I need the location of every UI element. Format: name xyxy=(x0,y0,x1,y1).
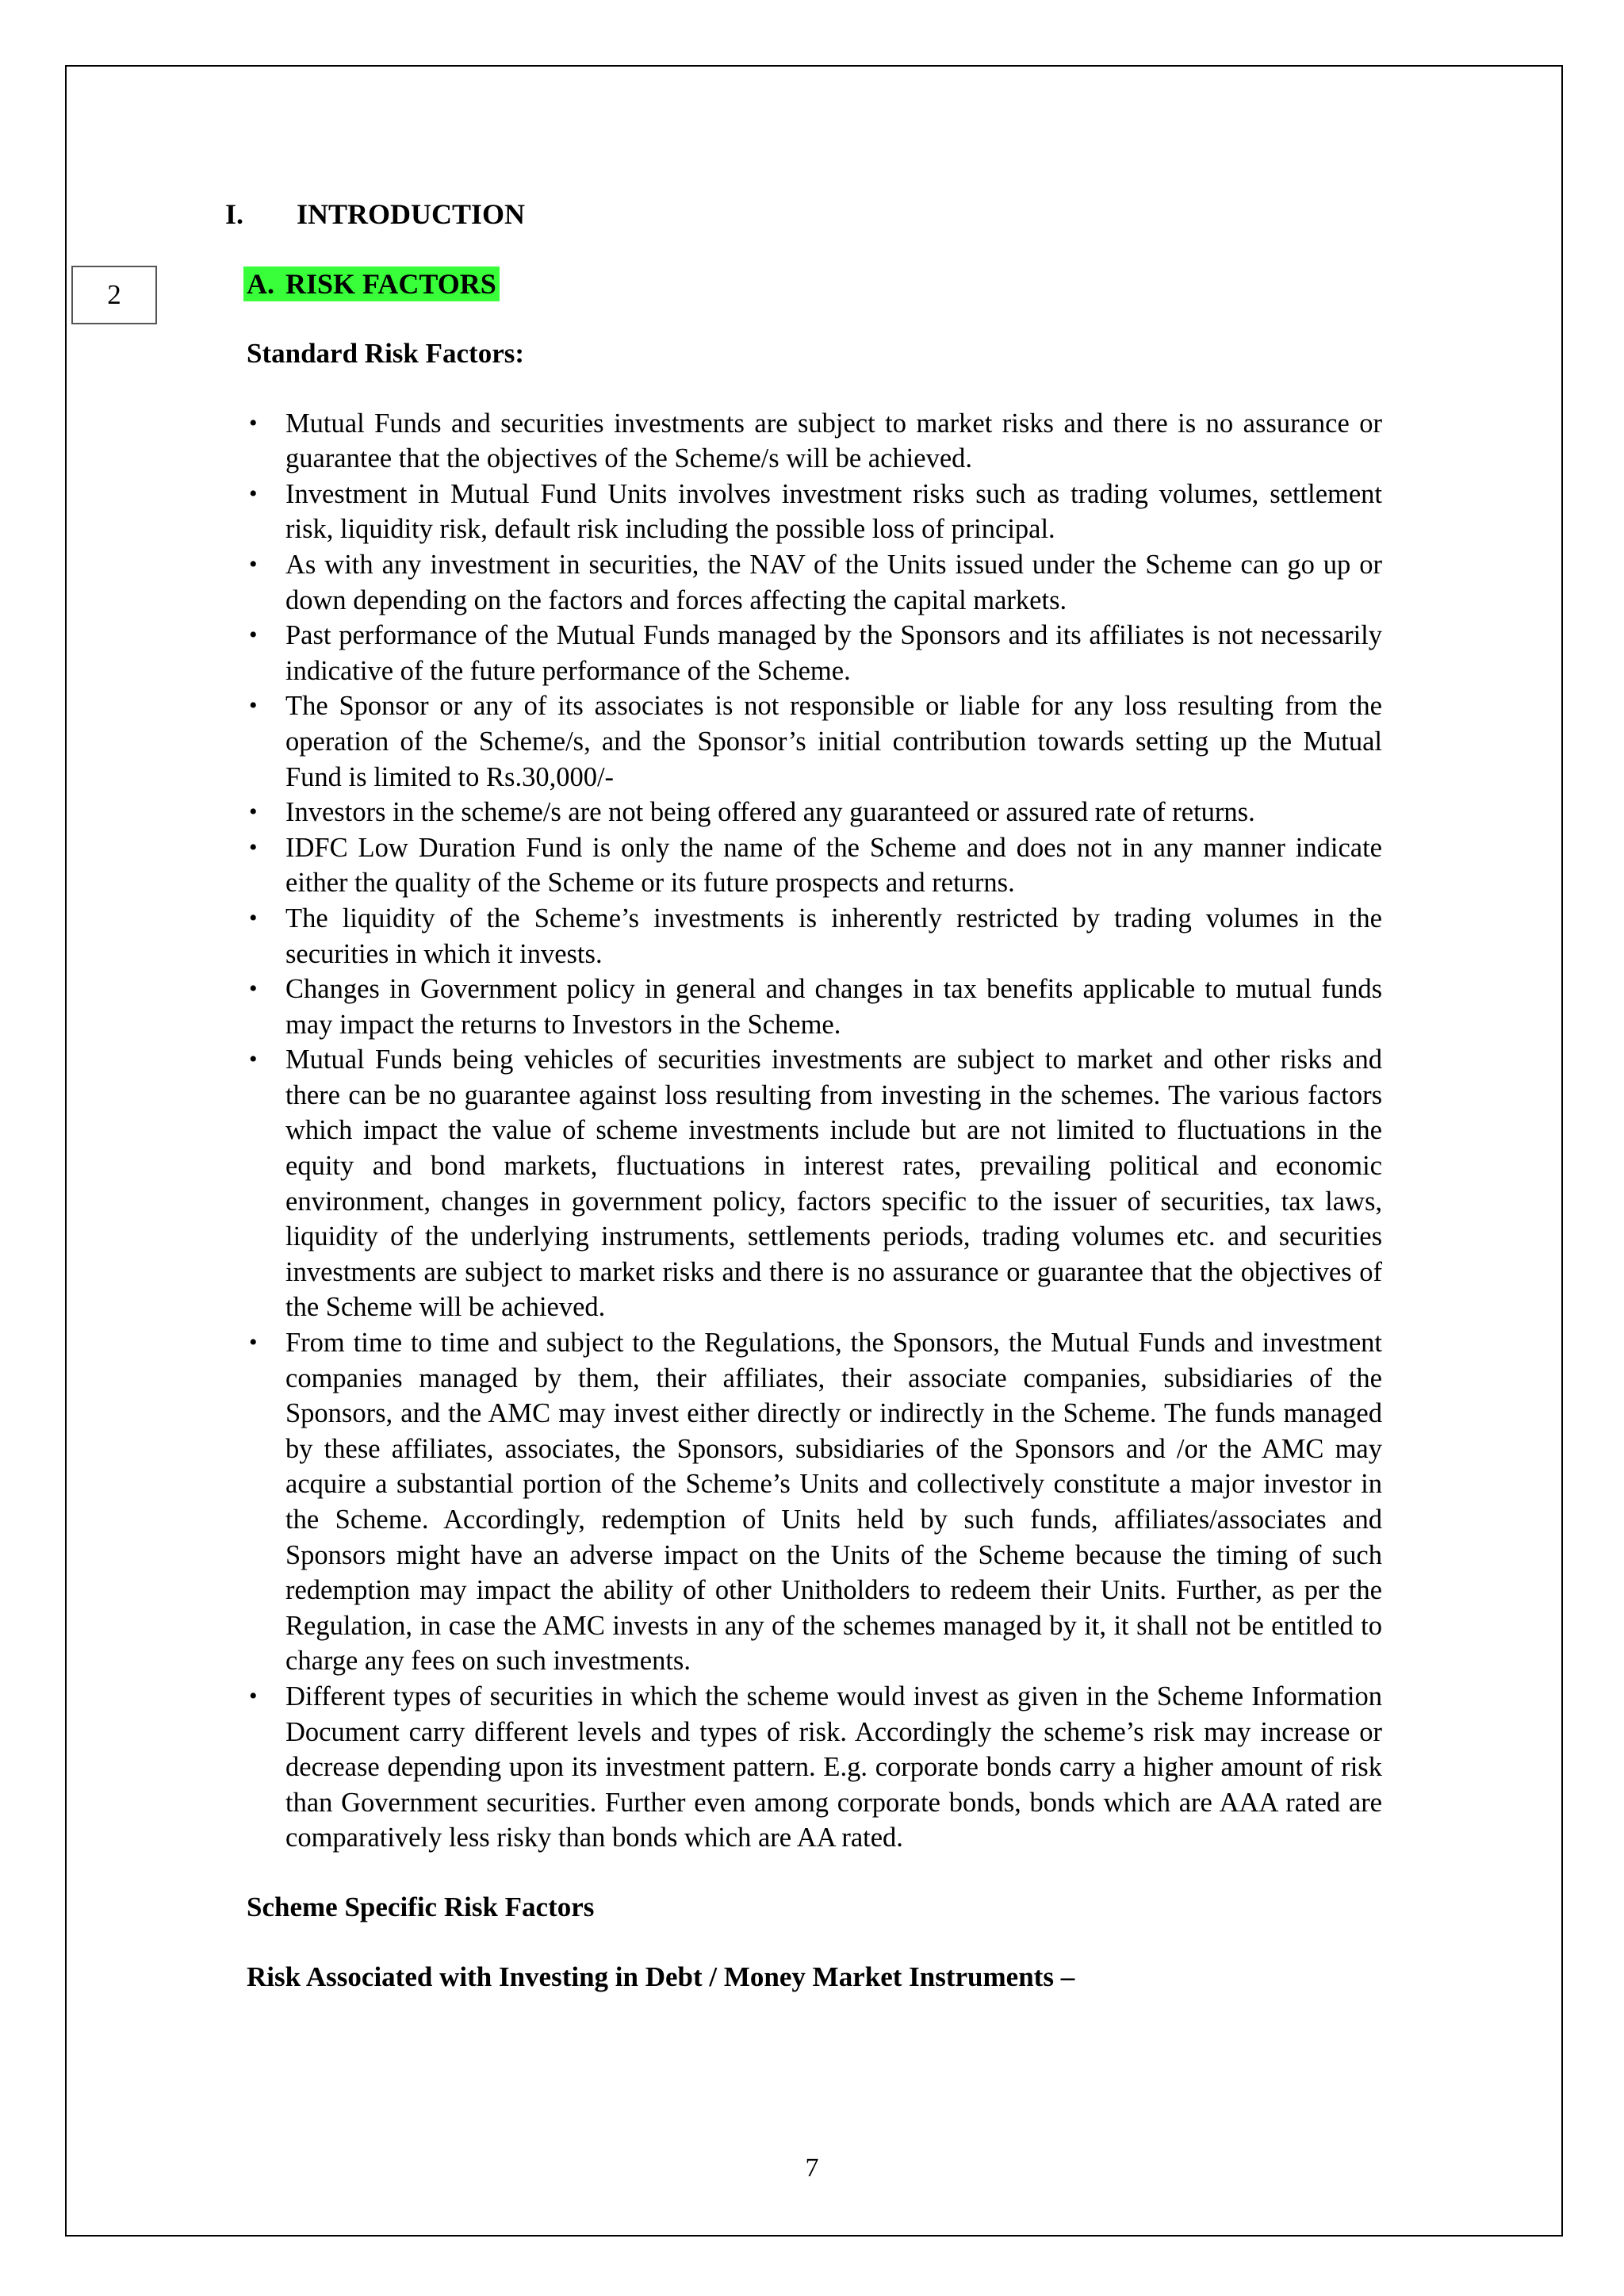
bullet-icon: • xyxy=(249,976,258,1002)
bullet-icon: • xyxy=(249,1329,258,1356)
risk-factor-item xyxy=(247,830,1382,901)
risk-factor-item xyxy=(247,1042,1382,1325)
page-number: 7 xyxy=(805,2153,819,2183)
risk-factor-text: IDFC Low Duration Fund is only the name of the Scheme and does not in any manner indicate either the quality of the Scheme or its future prospects and returns. xyxy=(285,832,1382,899)
bullet-icon: • xyxy=(249,480,258,507)
risk-factor-item xyxy=(247,901,1382,972)
risk-factor-item xyxy=(247,1325,1382,1679)
section-heading xyxy=(225,197,525,232)
risk-factor-text: From time to time and subject to the Regulations, the Sponsors, the Mutual Funds and investment companies managed by them, their affiliates, their associate companies, subsidiaries of the Sponsors, and the AMC may invest either directly or indirectly in the Scheme. The funds managed by these affiliates, associates, the Sponsors, subsidiaries of the Sponsors and /or the AMC may acquire a substantial portion of the Scheme’s Units and collectively constitute a major investor in the Scheme. Accordingly, redemption of Units held by such funds, affiliates/associates and Sponsors might have an adverse impact on the Units of the Scheme because the timing of such redemption may impact the ability of other Unitholders to redeem their Units. Further, as per the Regulation, in case the AMC invests in any of the schemes managed by it, it shall not be entitled to charge any fees on such investments. xyxy=(285,1328,1382,1677)
bullet-icon: • xyxy=(249,799,258,826)
risk-factor-item xyxy=(247,547,1382,618)
debt-instruments-heading: Risk Associated with Investing in Debt / Money Market Instruments – xyxy=(247,1961,1075,1992)
bullet-icon: • xyxy=(249,1682,258,1709)
risk-factor-text: Past performance of the Mutual Funds managed by the Sponsors and its affiliates is not necessarily indicative of the future performance of the Scheme. xyxy=(285,620,1382,686)
bullet-icon: • xyxy=(249,834,258,861)
section-number: I. xyxy=(225,198,244,230)
margin-note-box xyxy=(71,266,157,324)
subsection-number: A. xyxy=(247,268,274,300)
risk-factor-item xyxy=(247,972,1382,1042)
risk-factor-text: Changes in Government policy in general and changes in tax benefits applicable to mutual funds may impact the returns to Investors in the Scheme. xyxy=(285,974,1382,1040)
bullet-icon: • xyxy=(249,1046,258,1073)
risk-factor-text: The liquidity of the Scheme’s investments is inherently restricted by trading volumes in the securities in which it invests. xyxy=(285,903,1382,969)
risk-factor-text: As with any investment in securities, the NAV of the Units issued under the Scheme can go up or down depending on the factors and forces affecting the capital markets. xyxy=(285,549,1382,615)
standard-risk-heading: Standard Risk Factors: xyxy=(247,338,525,369)
subsection-title: RISK FACTORS xyxy=(285,268,496,300)
risk-factor-item xyxy=(247,795,1382,830)
document-body xyxy=(247,336,1382,1995)
margin-note-number: 2 xyxy=(107,279,121,310)
risk-factor-text: Mutual Funds being vehicles of securities investments are subject to market and other risks and there can be no guarantee against loss resulting from investing in the schemes. The various factors which impact the value of scheme investments include but are not limited to fluctuations in the equity and bond markets, fluctuations in interest rates, prevailing political and economic environment, changes in government policy, factors specific to the issuer of securities, tax laws, liquidity of the underlying instruments, settlements periods, trading volumes etc. and securities investments are subject to market risks and there is no assurance or guarantee that the objectives of the Scheme will be achieved. xyxy=(285,1045,1382,1323)
risk-factor-text: Mutual Funds and securities investments are subject to market risks and there is no assurance or guarantee that the objectives of the Scheme/s will be achieved. xyxy=(285,408,1382,474)
subsection-heading xyxy=(243,266,500,301)
bullet-icon: • xyxy=(249,409,258,436)
bullet-icon: • xyxy=(249,904,258,931)
risk-factor-text: Different types of securities in which the scheme would invest as given in the Scheme Information Document carry different levels and types of risk. Accordingly the scheme’s risk may increase or decrease depending upon its investment pattern. E.g. corporate bonds carry a higher amount of risk than Government securities. Further even among corporate bonds, bonds which are AAA rated are comparatively less risky than bonds which are AA rated. xyxy=(285,1681,1382,1853)
bullet-icon: • xyxy=(249,692,258,719)
risk-factor-text: The Sponsor or any of its associates is not responsible or liable for any loss resulting from the operation of the Scheme/s, and the Sponsor’s initial contribution towards setting up the Mutual Fund is limited to Rs.30,000/- xyxy=(285,691,1382,792)
bullet-icon: • xyxy=(249,550,258,577)
risk-factor-item xyxy=(247,688,1382,795)
scheme-specific-heading: Scheme Specific Risk Factors xyxy=(247,1891,595,1922)
risk-factor-list xyxy=(247,406,1382,1856)
section-title: INTRODUCTION xyxy=(297,198,526,230)
bullet-icon: • xyxy=(249,622,258,649)
risk-factor-item xyxy=(247,618,1382,688)
risk-factor-text: Investment in Mutual Fund Units involves investment risks such as trading volumes, settlement risk, liquidity risk, default risk including the possible loss of principal. xyxy=(285,478,1382,545)
risk-factor-item xyxy=(247,406,1382,477)
risk-factor-item xyxy=(247,1679,1382,1856)
risk-factor-item xyxy=(247,477,1382,547)
risk-factor-text: Investors in the scheme/s are not being offered any guaranteed or assured rate of returns. xyxy=(285,797,1255,828)
